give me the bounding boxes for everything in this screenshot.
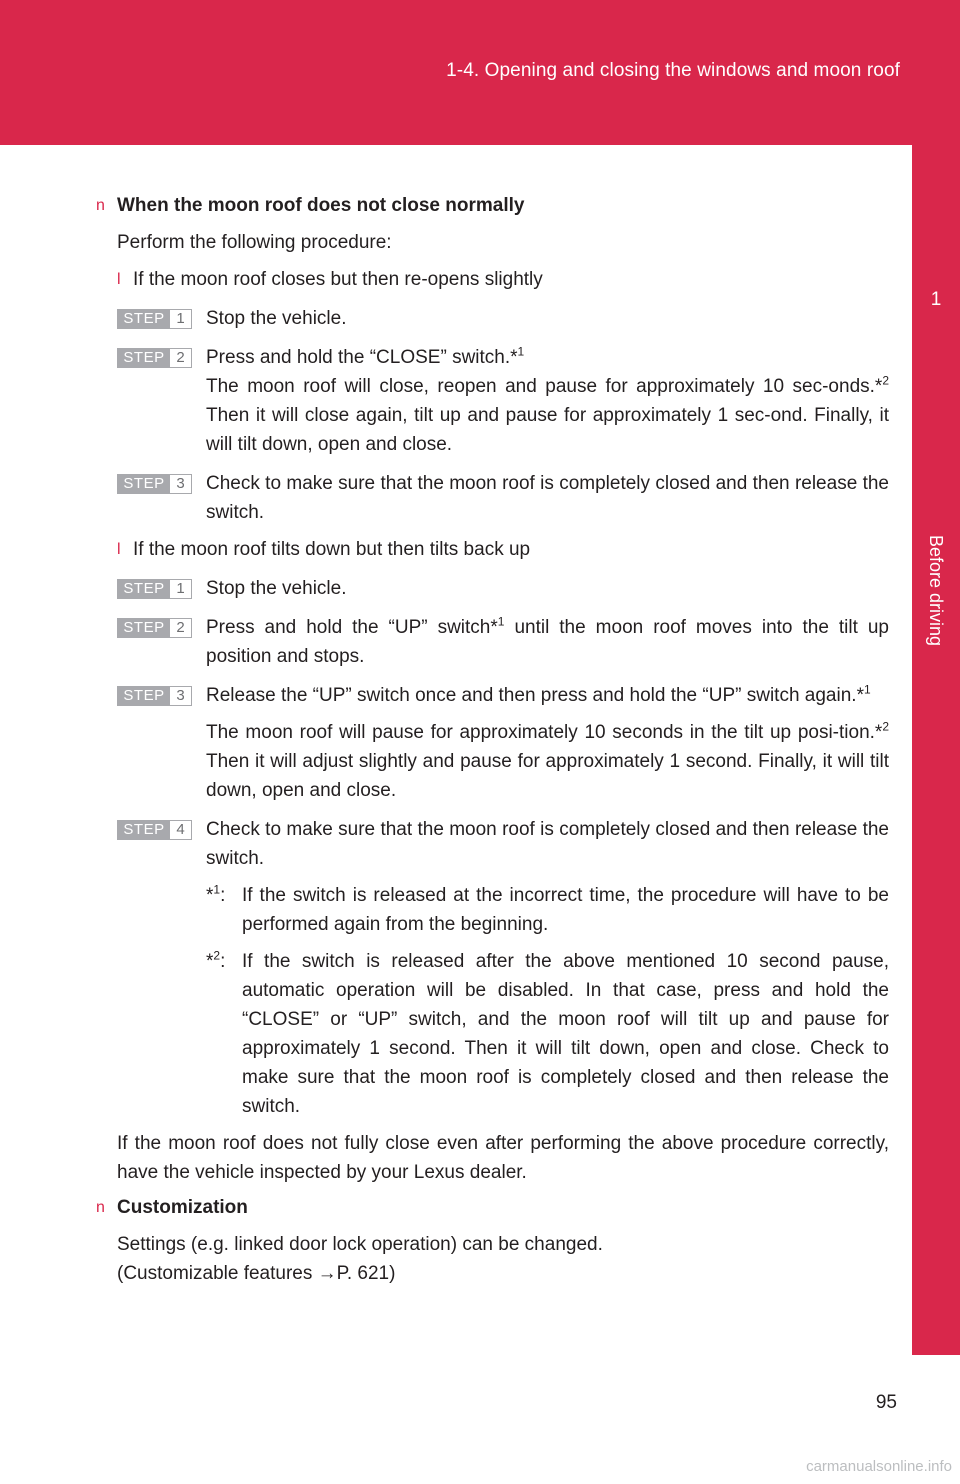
footnote-number: 1	[213, 882, 221, 897]
chapter-number: 1	[930, 289, 942, 310]
section-heading-text: Customization	[117, 1197, 248, 1218]
page-content	[96, 185, 889, 1288]
step-badge-number: 2	[170, 619, 191, 637]
step-text-a: Press and hold the “UP” switch*	[206, 617, 498, 638]
step-detail	[206, 718, 889, 805]
step-badge-number: 3	[170, 687, 191, 705]
step-badge-number: 3	[170, 475, 191, 493]
footnote-text: If the switch is released after the above mentioned 10 second pause, automatic operation will be disabled. In that case, press and hold the “CLOSE” or “UP” switch, and the moon roof will tilt up and pause for approximately 1 second. Then it will tilt down, open and close. Check to make sure that the moon roof is completely closed and then release the switch.	[242, 951, 889, 1117]
chapter-label: Before driving	[926, 535, 946, 647]
footnote-text: If the switch is released at the incorrect time, the procedure will have to be performed again from the beginning.	[242, 885, 889, 935]
step-text-b: until the moon roof moves into the tilt up position and stops.	[206, 617, 889, 667]
step-detail-b: Then it will close again, tilt up and pause for approximately 1 sec-ond. Finally, it will tilt down, open and close.	[206, 405, 889, 455]
step-badge	[117, 474, 192, 494]
step-text	[206, 343, 889, 372]
step-badge-number: 4	[170, 821, 191, 839]
step-badge	[117, 348, 192, 368]
footnote-ref: 1	[863, 682, 871, 697]
footnote-mark	[206, 947, 225, 976]
step-badge-word: STEP	[118, 580, 170, 598]
footnote-mark	[206, 881, 225, 910]
footnote-star: *	[206, 951, 214, 972]
customization-reference: (Customizable features →P. 621)	[117, 1263, 396, 1284]
customization-text	[96, 1230, 889, 1288]
footnote	[96, 947, 889, 1121]
step-text-main: Press and hold the “CLOSE” switch.*	[206, 347, 518, 368]
step-item	[96, 304, 889, 333]
section-bullet: n	[96, 1199, 105, 1216]
case-heading-text: If the moon roof tilts down but then tilts back up	[133, 539, 531, 560]
step-text: Stop the vehicle.	[206, 308, 347, 329]
step-item	[96, 574, 889, 603]
step-detail-b: Then it will adjust slightly and pause for approximately 1 second. Finally, it will tilt down, open and close.	[206, 751, 889, 801]
step-item	[96, 613, 889, 671]
footnote-colon: :	[220, 951, 226, 972]
step-badge-word: STEP	[118, 821, 170, 839]
step-text: Check to make sure that the moon roof is completely closed and then release the switch.	[206, 819, 889, 869]
footnote-star: *	[206, 885, 214, 906]
chapter-side-tab	[912, 145, 960, 1355]
section-heading	[96, 1193, 889, 1222]
case-bullet: l	[117, 271, 121, 288]
step-badge	[117, 618, 192, 638]
intro-text: Perform the following procedure:	[117, 232, 392, 253]
footnote-ref: 2	[882, 719, 889, 734]
step-badge	[117, 579, 192, 599]
footnote-ref: 1	[497, 614, 505, 629]
case-heading-text: If the moon roof closes but then re-opens slightly	[133, 269, 543, 290]
step-badge-number: 1	[170, 310, 191, 328]
step-badge	[117, 820, 192, 840]
footnote	[96, 881, 889, 939]
step-text: Check to make sure that the moon roof is completely closed and then release the switch.	[206, 473, 889, 523]
step-badge-word: STEP	[118, 687, 170, 705]
step-badge-word: STEP	[118, 349, 170, 367]
step-item	[96, 469, 889, 527]
step-item	[96, 343, 889, 459]
step-text	[206, 613, 889, 671]
step-text: Stop the vehicle.	[206, 578, 347, 599]
step-item	[96, 681, 889, 805]
step-badge-number: 1	[170, 580, 191, 598]
customization-line-1: Settings (e.g. linked door lock operation) can be changed.	[117, 1234, 603, 1255]
step-badge	[117, 686, 192, 706]
footnote-ref: 2	[882, 373, 889, 388]
case-heading	[96, 265, 889, 294]
page-header-bar	[0, 0, 960, 145]
page-number: 95	[875, 1392, 897, 1413]
step-detail	[206, 372, 889, 459]
step-badge	[117, 309, 192, 329]
chapter-title: 1-4. Opening and closing the windows and moon roof	[446, 60, 900, 81]
step-badge-word: STEP	[118, 475, 170, 493]
step-badge-number: 2	[170, 349, 191, 367]
footnote-colon: :	[220, 885, 226, 906]
step-detail-a: The moon roof will pause for approximately 10 seconds in the tilt up posi-tion.*	[206, 722, 883, 743]
footnote-ref: 1	[517, 344, 525, 359]
section-heading	[96, 191, 889, 220]
step-item	[96, 815, 889, 873]
step-text-main: Release the “UP” switch once and then press and hold the “UP” switch again.*	[206, 685, 864, 706]
footnote-number: 2	[213, 948, 221, 963]
step-badge-word: STEP	[118, 310, 170, 328]
section-heading-text: When the moon roof does not close normally	[117, 195, 525, 216]
closing-paragraph: If the moon roof does not fully close even after performing the above procedure correctly, have the vehicle inspected by your Lexus dealer.	[117, 1133, 889, 1183]
case-heading	[96, 535, 889, 564]
step-detail-a: The moon roof will close, reopen and pause for approximately 10 sec-onds.*	[206, 376, 883, 397]
case-bullet: l	[117, 541, 121, 558]
step-badge-word: STEP	[118, 619, 170, 637]
step-text	[206, 681, 889, 710]
watermark-text: carmanualsonline.info	[806, 1458, 952, 1475]
section-bullet: n	[96, 197, 105, 214]
